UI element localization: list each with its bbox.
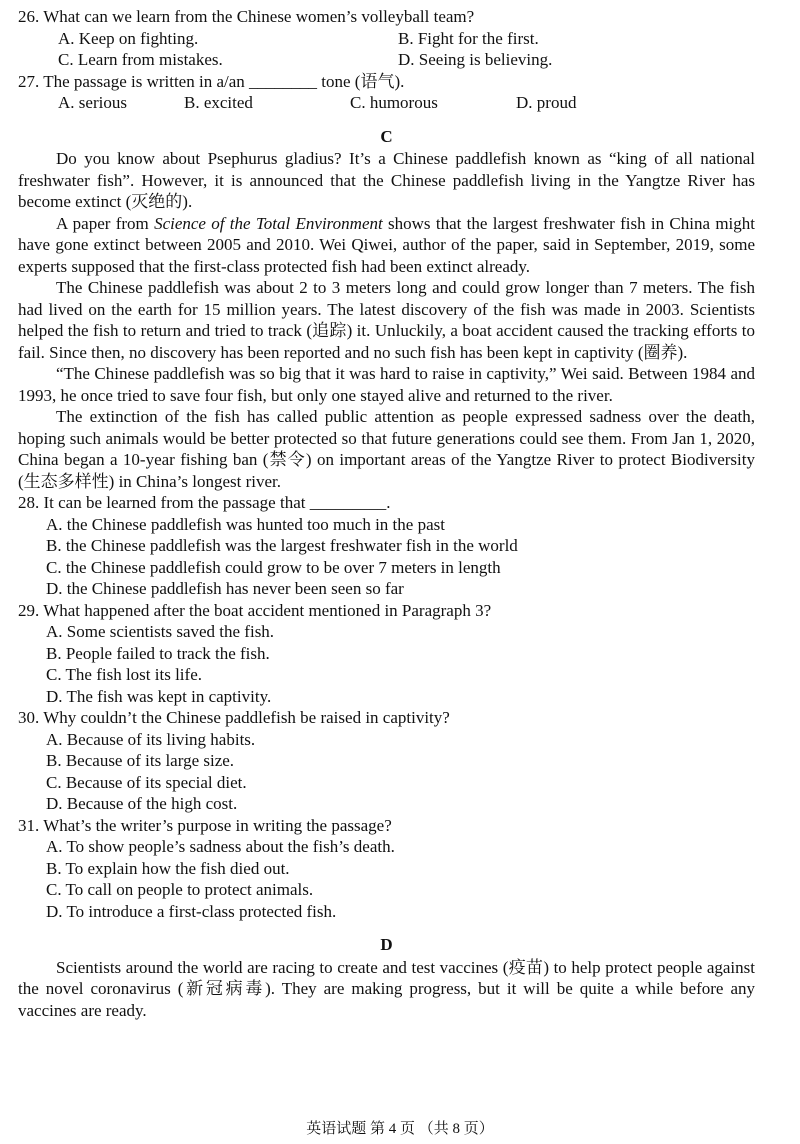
- question-30: [18, 707, 755, 815]
- option-c: C. The fish lost its life.: [46, 665, 202, 684]
- option-d: D. the Chinese paddlefish has never been seen so far: [46, 579, 404, 598]
- question-26: [18, 6, 755, 71]
- question-29: [18, 600, 755, 708]
- paragraph-2-prefix: A paper from: [56, 213, 155, 233]
- option-c: C. humorous: [350, 93, 438, 112]
- paragraph-1: Do you know about Psephurus gladius? It’s a Chinese paddlefish known as “king of all national freshwater fish”. However, it is announced that the Chinese paddlefish living in the Yangtze River has become extinct (灭绝的).: [18, 149, 755, 211]
- option-b: B. To explain how the fish died out.: [46, 858, 290, 878]
- option-d: D. The fish was kept in captivity.: [46, 686, 272, 706]
- paragraph-4: “The Chinese paddlefish was so big that it was hard to raise in captivity,” Wei said. Between 1984 and 1993, he once tried to save four fish, but only one stayed alive and returned to the river.: [18, 364, 755, 405]
- passage-d: [18, 934, 755, 1021]
- option-d: D. Because of the high cost.: [46, 794, 238, 813]
- option-b: B. the Chinese paddlefish was the largest freshwater fish in the world: [46, 536, 518, 555]
- option-a: A. the Chinese paddlefish was hunted too much in the past: [46, 514, 445, 534]
- passage-c: [18, 126, 755, 493]
- section-heading: D: [380, 935, 393, 954]
- option-c: C. Because of its special diet.: [46, 772, 247, 792]
- option-c: C. the Chinese paddlefish could grow to be over 7 meters in length: [46, 557, 501, 577]
- paragraph-3: The Chinese paddlefish was about 2 to 3 meters long and could grow longer than 7 meters. The fish had lived on the earth for 15 million years. The latest discovery of the fish was made in 2003. Scientists helped the fish to return and tried to track (追踪) it. Unluckily, a boat accident caused the tracking efforts to fail. Since then, no discovery has been reported and no such fish has been kept in captivity (圈养).: [18, 278, 755, 362]
- exam-page: [18, 6, 755, 1021]
- section-heading: C: [380, 126, 393, 146]
- option-b: B. Fight for the first.: [398, 28, 539, 48]
- question-stem: 30. Why couldn’t the Chinese paddlefish be raised in captivity?: [18, 708, 450, 727]
- question-stem: 29. What happened after the boat accident mentioned in Paragraph 3?: [18, 600, 492, 620]
- paragraph-5: The extinction of the fish has called public attention as people expressed sadness over the death, hoping such animals would be better protected so that future generations could see them. From Jan 1, 2020, China began a 10-year fishing ban (禁令) on important areas of the Yangtze River to protect Biodiversity (生态多样性) in China’s longest river.: [18, 407, 755, 491]
- question-stem: 27. The passage is written in a/an ________ tone (语气).: [18, 71, 405, 91]
- option-a: A. To show people’s sadness about the fish’s death.: [46, 837, 395, 856]
- option-c: C. To call on people to protect animals.: [46, 880, 314, 899]
- option-d: D. proud: [516, 93, 577, 112]
- paragraph-2-body: shows that the largest freshwater fish in China might have gone extinct between 2005 and 2010. Wei Qiwei, author of the paper, said in September, 2019, some experts supposed that the first-class protected fish had been extinct already.: [18, 213, 756, 276]
- option-c: C. Learn from mistakes.: [58, 50, 223, 69]
- journal-title: Science of the Total Environment: [154, 213, 383, 233]
- option-a: A. Some scientists saved the fish.: [46, 622, 275, 641]
- question-31: [18, 815, 755, 923]
- page-footer: 英语试题 第 4 页 （共 8 页）: [306, 1121, 494, 1137]
- question-stem: 26. What can we learn from the Chinese women’s volleyball team?: [18, 7, 475, 26]
- option-b: B. People failed to track the fish.: [46, 643, 270, 663]
- paragraph-1: Scientists around the world are racing to create and test vaccines (疫苗) to help protect people against the novel coronavirus (新冠病毒). They are making progress, but it will be quite a while before any vaccines are ready.: [18, 957, 755, 1020]
- option-a: A. Because of its living habits.: [46, 729, 256, 749]
- question-stem: 28. It can be learned from the passage that _________.: [18, 493, 391, 512]
- question-27: [18, 71, 755, 114]
- question-stem: 31. What’s the writer’s purpose in writing the passage?: [18, 815, 392, 835]
- option-d: D. Seeing is believing.: [398, 50, 553, 69]
- option-a: A. Keep on fighting.: [58, 28, 199, 48]
- option-b: B. excited: [184, 93, 253, 112]
- question-28: [18, 492, 755, 600]
- option-a: A. serious: [58, 93, 127, 112]
- paragraph-2: [18, 213, 755, 278]
- option-d: D. To introduce a first-class protected fish.: [46, 901, 337, 921]
- option-b: B. Because of its large size.: [46, 751, 235, 770]
